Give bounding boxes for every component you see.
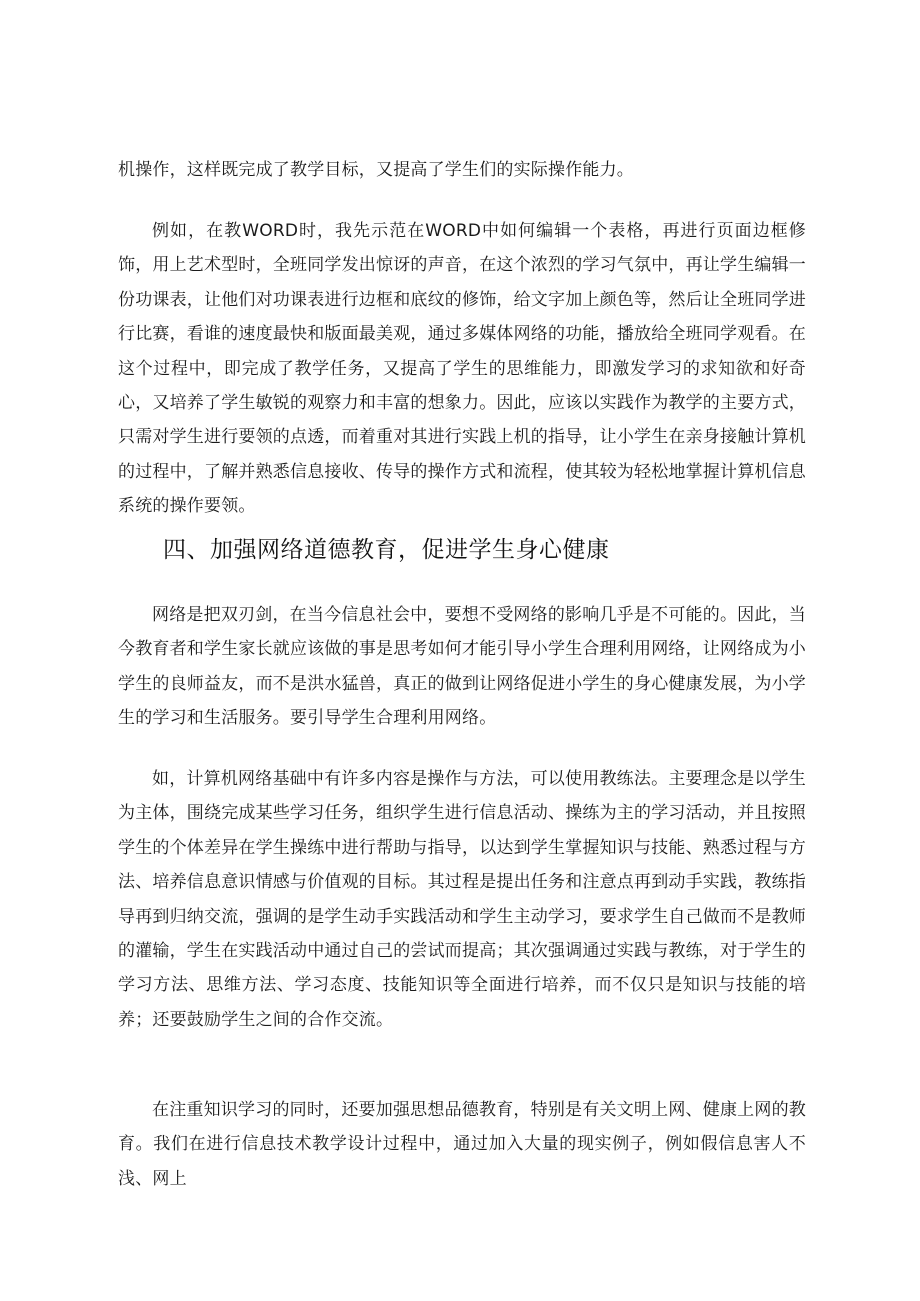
- paragraph-3: 网络是把双刃剑，在当今信息社会中，要想不受网络的影响几乎是不可能的。因此，当今教育者和学生家长就应该做的事是思考如何才能引导小学生合理利用网络，让网络成为小学生的良师益友，而不是洪水猛兽，真正的做到让网络促进小学生的身心健康发展，为小学生的学习和生活服务。要引导学生合理利用网络。: [118, 605, 806, 729]
- paragraph-5: 在注重知识学习的同时，还要加强思想品德教育，特别是有关文明上网、健康上网的教育。我们在进行信息技术教学设计过程中，通过加入大量的现实例子，例如假信息害人不浅、网上: [118, 1100, 806, 1189]
- section-heading: 四、加强网络道德教育，促进学生身心健康: [163, 537, 610, 563]
- paragraph-4: 如，计算机网络基础中有许多内容是操作与方法，可以使用教练法。主要理念是以学生为主体，围绕完成某些学习任务，组织学生进行信息活动、操练为主的学习活动，并且按照学生的个体差异在学生操练中进行帮助与指导，以达到学生掌握知识与技能、熟悉过程与方法、培养信息意识情感与价值观的目标。其过程是提出任务和注意点再到动手实践，教练指导再到归纳交流，强调的是学生动手实践活动和学生主动学习，要求学生自己做而不是教师的灌输，学生在实践活动中通过自己的尝试而提高；其次强调通过实践与教练，对于学生的学习方法、思维方法、学习态度、技能知识等全面进行培养，而不仅只是知识与技能的培养；还要鼓励学生之间的合作交流。: [118, 769, 806, 1030]
- paragraph-2: 例如，在教WORD时，我先示范在WORD中如何编辑一个表格，再进行页面边框修饰，用上艺术型时，全班同学发出惊讶的声音，在这个浓烈的学习气氛中，再让学生编辑一份功课表，让他们对功课表进行边框和底纹的修饰，给文字加上颜色等，然后让全班同学进行比赛，看谁的速度最快和版面最美观，通过多媒体网络的功能，播放给全班同学观看。在这个过程中，即完成了教学任务，又提高了学生的思维能力，即激发学习的求知欲和好奇心，又培养了学生敏锐的观察力和丰富的想象力。因此，应该以实践作为教学的主要方式，只需对学生进行要领的点透，而着重对其进行实践上机的指导，让小学生在亲身接触计算机的过程中，了解并熟悉信息接收、传导的操作方式和流程，使其较为轻松地掌握计算机信息系统的操作要领。: [118, 221, 806, 517]
- paragraph-1: 机操作，这样既完成了教学目标，又提高了学生们的实际操作能力。: [118, 160, 634, 180]
